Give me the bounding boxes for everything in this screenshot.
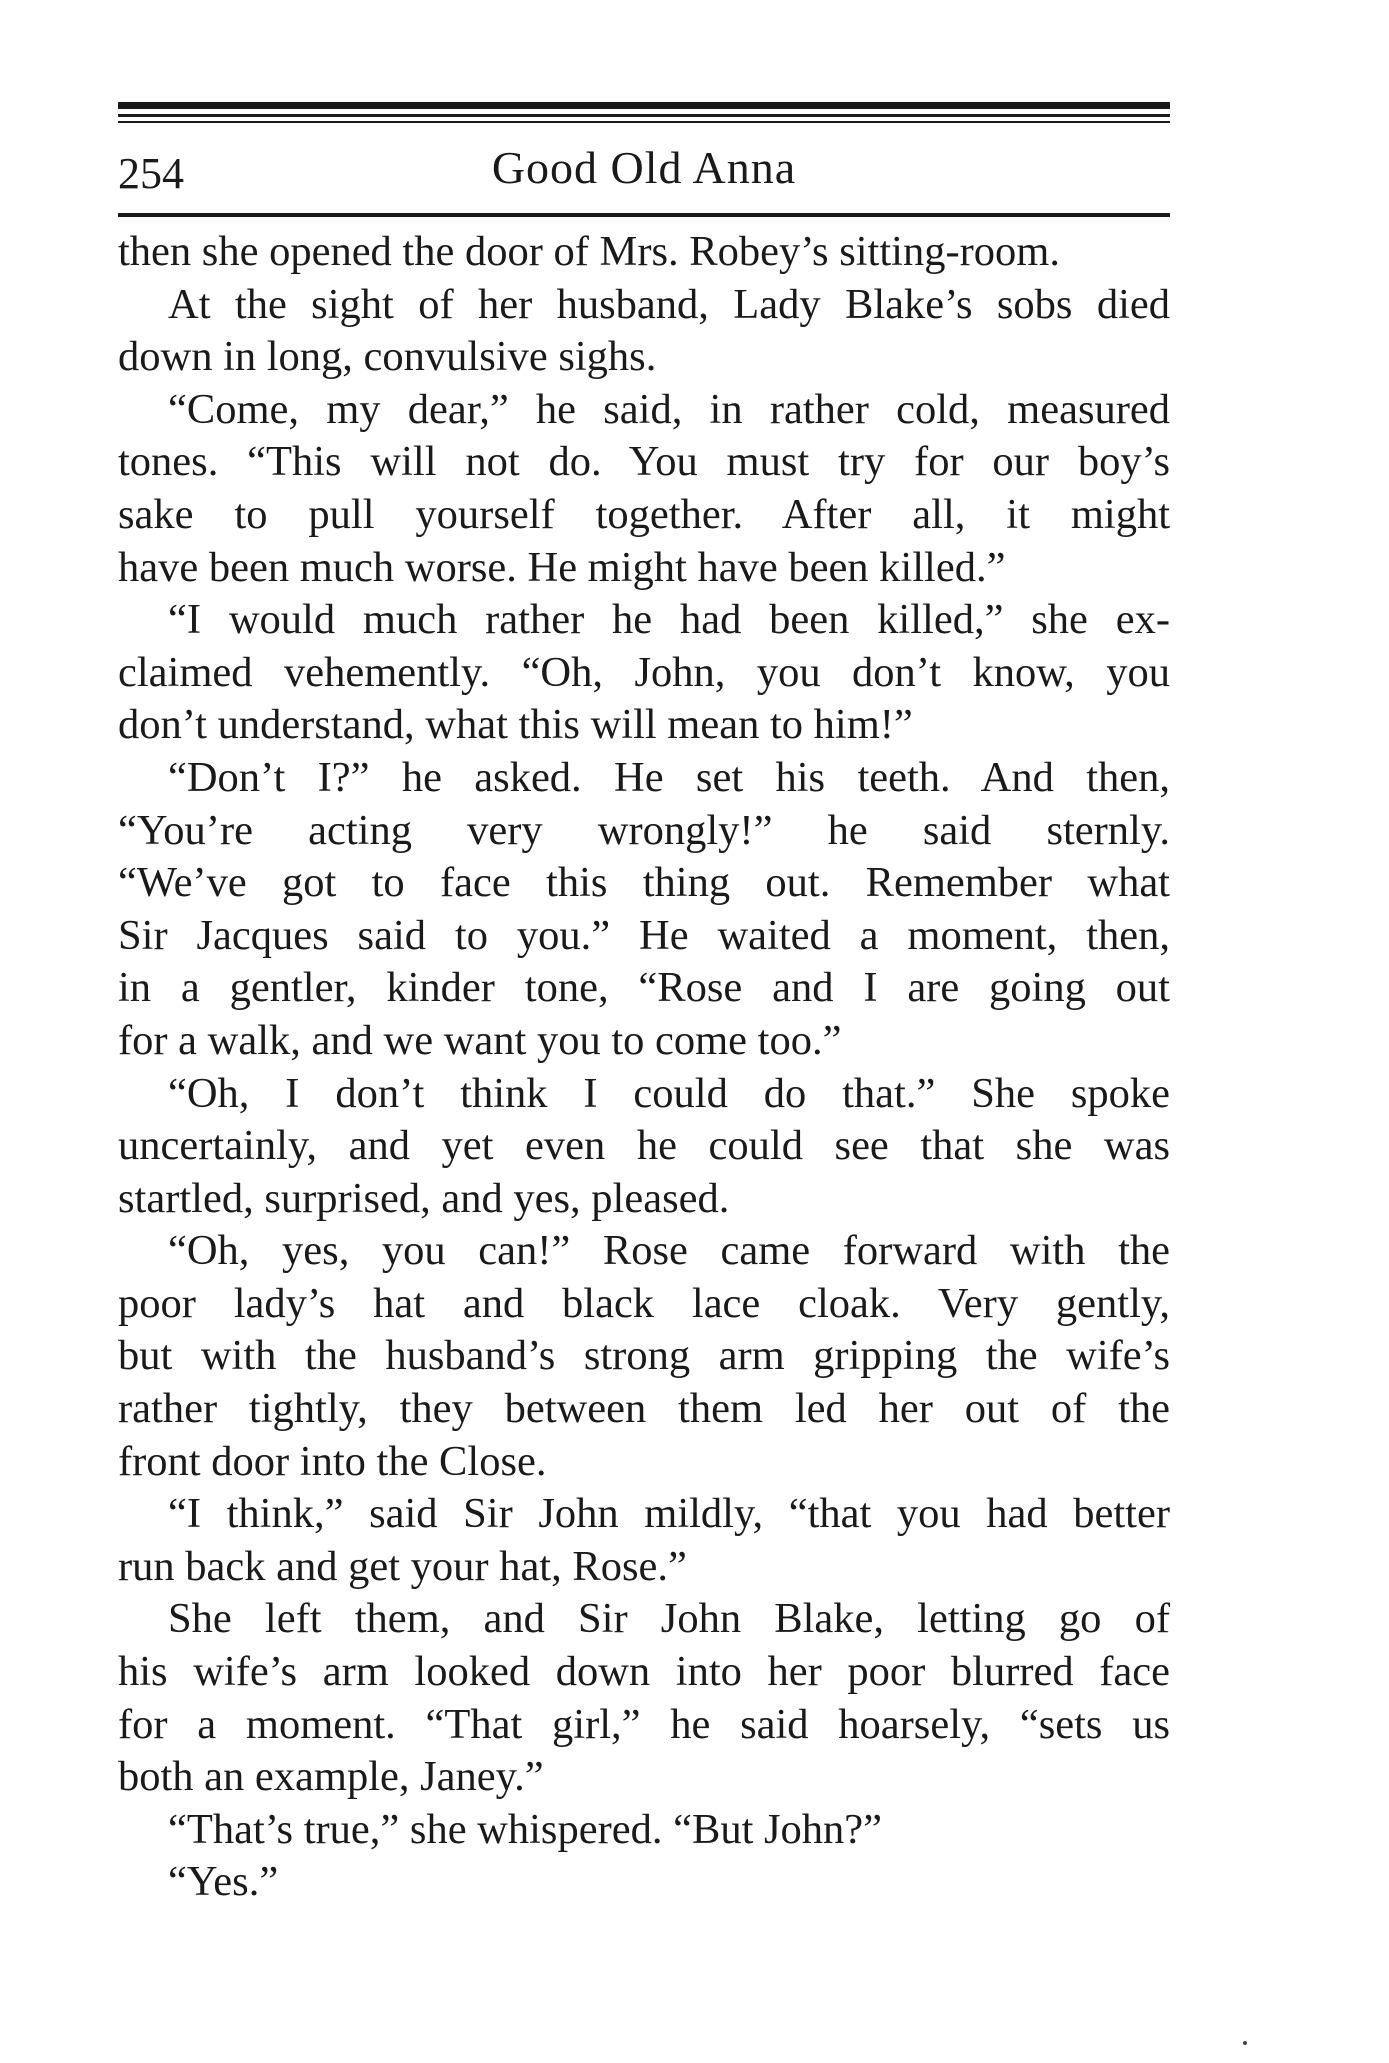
text-line: “Oh, yes, you can!” Rose came forward with the	[168, 1227, 1170, 1275]
text-line: run back and get your hat, Rose.”	[118, 1542, 687, 1590]
header-top-rule	[118, 102, 1170, 109]
body-text	[118, 226, 1170, 1909]
print-speck	[1243, 2041, 1247, 2045]
text-line: “We’ve got to face this thing out. Remember what	[118, 859, 1170, 907]
text-line: front door into the Close.	[118, 1437, 547, 1485]
text-line: for a walk, and we want you to come too.”	[118, 1016, 842, 1064]
text-line: “Don’t I?” he asked. He set his teeth. And then,	[168, 753, 1170, 801]
text-line: but with the husband’s strong arm gripping the wife’s	[118, 1332, 1170, 1380]
text-line: “Oh, I don’t think I could do that.” She spoke	[168, 1069, 1170, 1117]
text-line: poor lady’s hat and black lace cloak. Very gently,	[118, 1279, 1170, 1327]
text-line: uncertainly, and yet even he could see that she was	[118, 1122, 1170, 1170]
text-line: “Come, my dear,” he said, in rather cold, measured	[168, 385, 1170, 433]
text-line: both an example, Janey.”	[118, 1753, 544, 1801]
text-line: tones. “This will not do. You must try for our boy’s	[118, 438, 1170, 486]
text-line: down in long, convulsive sighs.	[118, 333, 657, 381]
text-line: have been much worse. He might have been killed.”	[118, 543, 1006, 591]
text-line: “That’s true,” she whispered. “But John?”	[168, 1805, 883, 1853]
text-line: “I would much rather he had been killed,” she ex-	[168, 596, 1170, 644]
running-title: Good Old Anna	[491, 142, 797, 193]
text-line: startled, surprised, and yes, pleased.	[118, 1174, 730, 1222]
text-line: his wife’s arm looked down into her poor blurred face	[118, 1648, 1170, 1696]
text-line: in a gentler, kinder tone, “Rose and I are going out	[118, 964, 1170, 1012]
text-line: “Yes.”	[168, 1858, 279, 1906]
header-bottom-rule	[118, 213, 1170, 217]
page-number: 254	[118, 149, 184, 198]
text-line: Sir Jacques said to you.” He waited a moment, then,	[118, 911, 1170, 959]
text-line: rather tightly, they between them led her out of the	[118, 1385, 1170, 1433]
header-top-rule-hairline	[118, 121, 1170, 123]
text-line: “I think,” said Sir John mildly, “that you had better	[168, 1490, 1170, 1538]
text-line: “You’re acting very wrongly!” he said sternly.	[118, 806, 1170, 854]
text-line: then she opened the door of Mrs. Robey’s sitting-room.	[118, 228, 1060, 275]
text-line: sake to pull yourself together. After all, it might	[118, 490, 1170, 538]
header-top-rule-thin	[118, 114, 1170, 117]
text-line: At the sight of her husband, Lady Blake’s sobs died	[168, 280, 1170, 328]
text-line: claimed vehemently. “Oh, John, you don’t know, you	[118, 648, 1170, 696]
running-header	[118, 138, 1170, 208]
text-line: She left them, and Sir John Blake, letting go of	[168, 1595, 1170, 1643]
text-line: don’t understand, what this will mean to him!”	[118, 701, 913, 749]
text-line: for a moment. “That girl,” he said hoarsely, “sets us	[118, 1700, 1170, 1748]
